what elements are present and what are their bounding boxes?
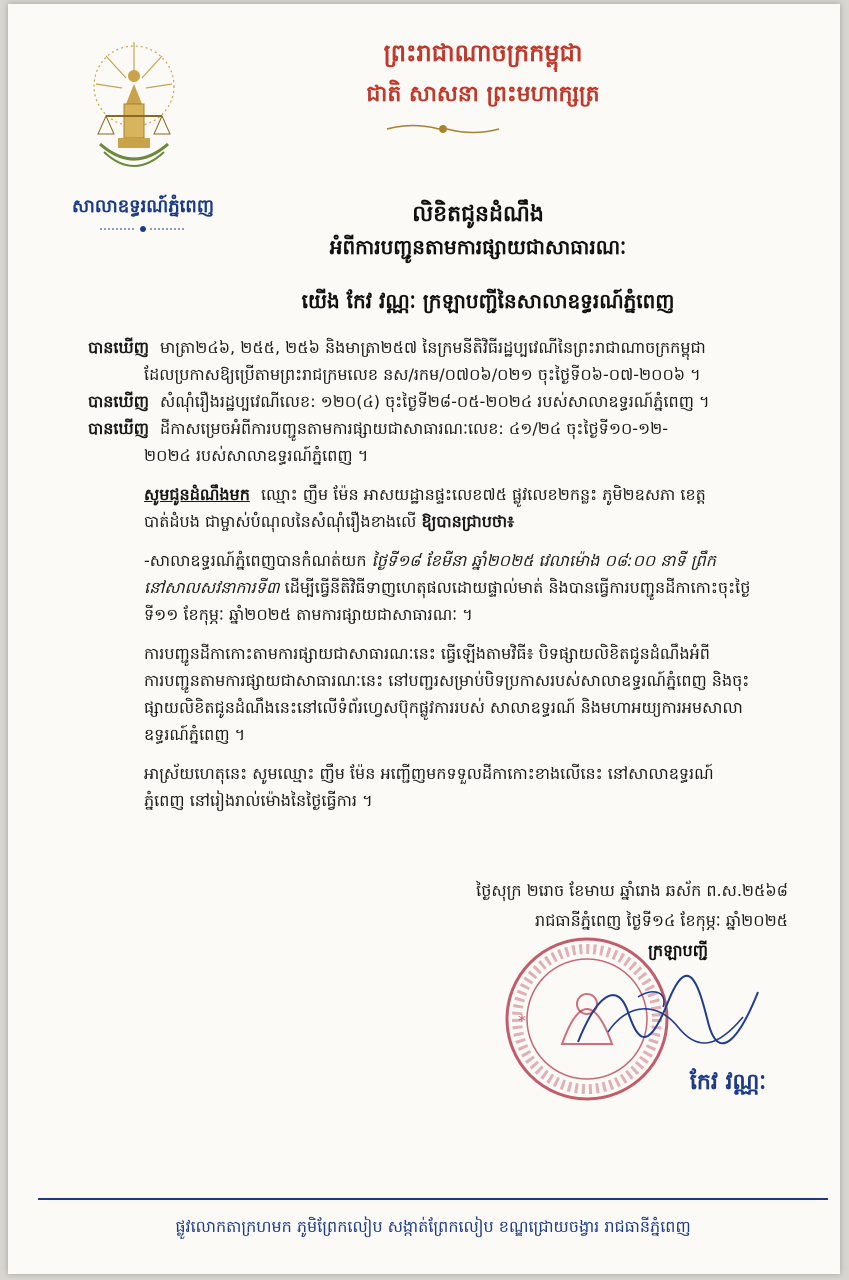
- hearing-datetime: ថ្ងៃទី១៨ ខែមីនា ឆ្នាំ២០២៥ វេលាម៉ោង ០៨:០០ នាទី ព្រឹក: [371, 551, 716, 570]
- document-page: [8, 4, 840, 1274]
- issuer-line: យើង កែវ វណ្ណៈ ក្រឡាបញ្ជីនៃសាលាឧទ្ធរណ៍ភ្នំពេញ: [301, 289, 675, 313]
- notice-subtitle: អំពីការបញ្ជូនតាមការផ្សាយជាសាធារណៈ: [329, 235, 627, 259]
- kingdom-heading: ព្រះរាជាណាចក្រកម្ពុជា: [383, 38, 583, 67]
- seen-item-1-cont: ដែលប្រកាសឱ្យប្រើតាមព្រះរាជក្រមលេខ នស/រកម/០៧០៦/០២១ ចុះថ្ងៃទី០៦-០៧-២០០៦ ។: [144, 365, 701, 384]
- seen-item-text: សំណុំរឿងរដ្ឋប្បវេណីលេខ: ១២០(៤) ចុះថ្ងៃទី២៨-០៥-២០២៤ របស់សាលាឧទ្ធរណ៍ភ្នំពេញ ។: [160, 392, 710, 411]
- para1-text: ដើម្បីធ្វើនីតិវិធីទាញហេតុផលដោយផ្ទាល់មាត់ និងបានធ្វើការបញ្ជូនដីកាកោះចុះថ្ងៃ: [284, 578, 751, 597]
- notice-recipient-cont: [88, 508, 788, 535]
- para3-line1: អាស្រ័យហេតុនេះ សូមឈ្មោះ ញឹម ម៉ែន អញ្ជើញមកទទួលដីកាកោះខាងលើនេះ នៅសាលាឧទ្ធរណ៍: [144, 764, 714, 783]
- ornament-divider-icon: [98, 224, 188, 234]
- national-motto: ជាតិ សាសនា ព្រះមហាក្សត្រ: [366, 81, 600, 107]
- para2-line1: ការបញ្ជូនដីកាកោះតាមការផ្សាយជាសាធារណៈនេះ ធ្វើឡើងតាមវិធី៖ បិទផ្សាយលិខិតជូនដំណឹងអំពី: [144, 644, 710, 663]
- footer-divider: [38, 1198, 828, 1200]
- handwritten-signature: [568, 972, 768, 1062]
- notice-title: លិខិតជូនដំណឹង: [412, 202, 544, 227]
- recipient-text: ឈ្មោះ ញឹម ម៉ែន អាសយដ្ឋានផ្ទះលេខ៧៥ ផ្លូវលេខ២កន្លះ ភូមិ២ឧសភា ខេត្ត: [260, 485, 706, 504]
- seen-item-text: មាត្រា២៤៦, ២៥៥, ២៥៦ និងមាត្រា២៥៧ នៃក្រមនីតិវិធីរដ្ឋប្បវេណីនៃព្រះរាជាណាចក្រកម្ពុជា: [160, 338, 706, 357]
- signer-name: កែវ វណ្ណៈ: [689, 1070, 767, 1095]
- seen-item-3-cont: ២០២៤ របស់សាលាឧទ្ធរណ៍ភ្នំពេញ ។: [144, 446, 369, 465]
- lunar-date: ថ្ងៃសុក្រ ២រោច ខែមាឃ ឆ្នាំរោង ឆស័ក ព.ស.២៥៦៨: [476, 881, 788, 900]
- court-name: សាលាឧទ្ធរណ៍ភ្នំពេញ: [72, 196, 214, 217]
- seen-label: បានឃើញ: [88, 419, 149, 438]
- para1-line3: ទី១១ ខែកុម្ភៈ ឆ្នាំ២០២៥ តាមការផ្សាយជាសាធារណៈ ។: [144, 605, 473, 624]
- notice-body: [88, 334, 788, 814]
- para1-line1: [88, 547, 788, 574]
- para2-line4: ឧទ្ធរណ៍ភ្នំពេញ ។: [144, 725, 246, 744]
- seen-item-2: [88, 388, 788, 415]
- para2-line3: ផ្សាយលិខិតជូនដំណឹងនេះនៅលើទំព័រហ្វេសប៊ុកផ្លូវការរបស់ សាលាឧទ្ធរណ៍ និងមហាអយ្យការអមសាលា: [144, 698, 743, 717]
- ornament-divider-icon: [383, 122, 503, 136]
- para1-line2: [88, 574, 788, 601]
- seen-label: បានឃើញ: [88, 338, 149, 357]
- seen-item-1: [88, 334, 788, 361]
- para2-line2: ការបញ្ជូនតាមការផ្សាយជាសាធារណៈនេះ នៅបញ្ជរសម្រាប់បិទប្រកាសរបស់សាលាឧទ្ធរណ៍ភ្នំពេញ និងចុះ: [144, 671, 750, 690]
- seen-item-text: ដីកាសម្រេចអំពីការបញ្ជូនតាមការផ្សាយជាសាធារណៈលេខ: ៤១/២៤ ចុះថ្ងៃទី១០-១២-: [160, 419, 669, 438]
- para3-line2: ភ្នំពេញ នៅរៀងរាល់ម៉ោងនៃថ្ងៃធ្វើការ ។: [144, 791, 373, 810]
- date-block: [408, 876, 788, 936]
- seen-label: បានឃើញ: [88, 392, 149, 411]
- notify-label: សូមជូនដំណឹងមក: [144, 485, 250, 504]
- para1-text: -សាលាឧទ្ធរណ៍ភ្នំពេញបានកំណត់យក: [144, 551, 367, 570]
- recipient-inform: ឱ្យបានជ្រាបថា៖: [421, 512, 515, 531]
- notice-recipient: [88, 481, 788, 508]
- court-emblem-icon: [86, 34, 182, 184]
- footer-address: ផ្លូវលោកតាក្រហមក ភូមិព្រែកលៀប សង្កាត់ព្រែកលៀប ខណ្ឌជ្រោយចង្វារ រាជធានីភ្នំពេញ: [175, 1217, 691, 1236]
- seen-item-3: [88, 415, 788, 442]
- recipient-text: បាត់ដំបង ជាម្ចាស់បំណុលនៃសំណុំរឿងខាងលើ: [144, 512, 417, 531]
- hearing-room: នៅសាលសវនាការទី៣: [144, 578, 280, 597]
- solar-date: រាជធានីភ្នំពេញ ថ្ងៃទី១៤ ខែកុម្ភៈ ឆ្នាំ២០២៥: [535, 911, 788, 930]
- svg-text:*: *: [518, 1011, 526, 1030]
- signer-title: ក្រឡាបញ្ជី: [648, 941, 708, 960]
